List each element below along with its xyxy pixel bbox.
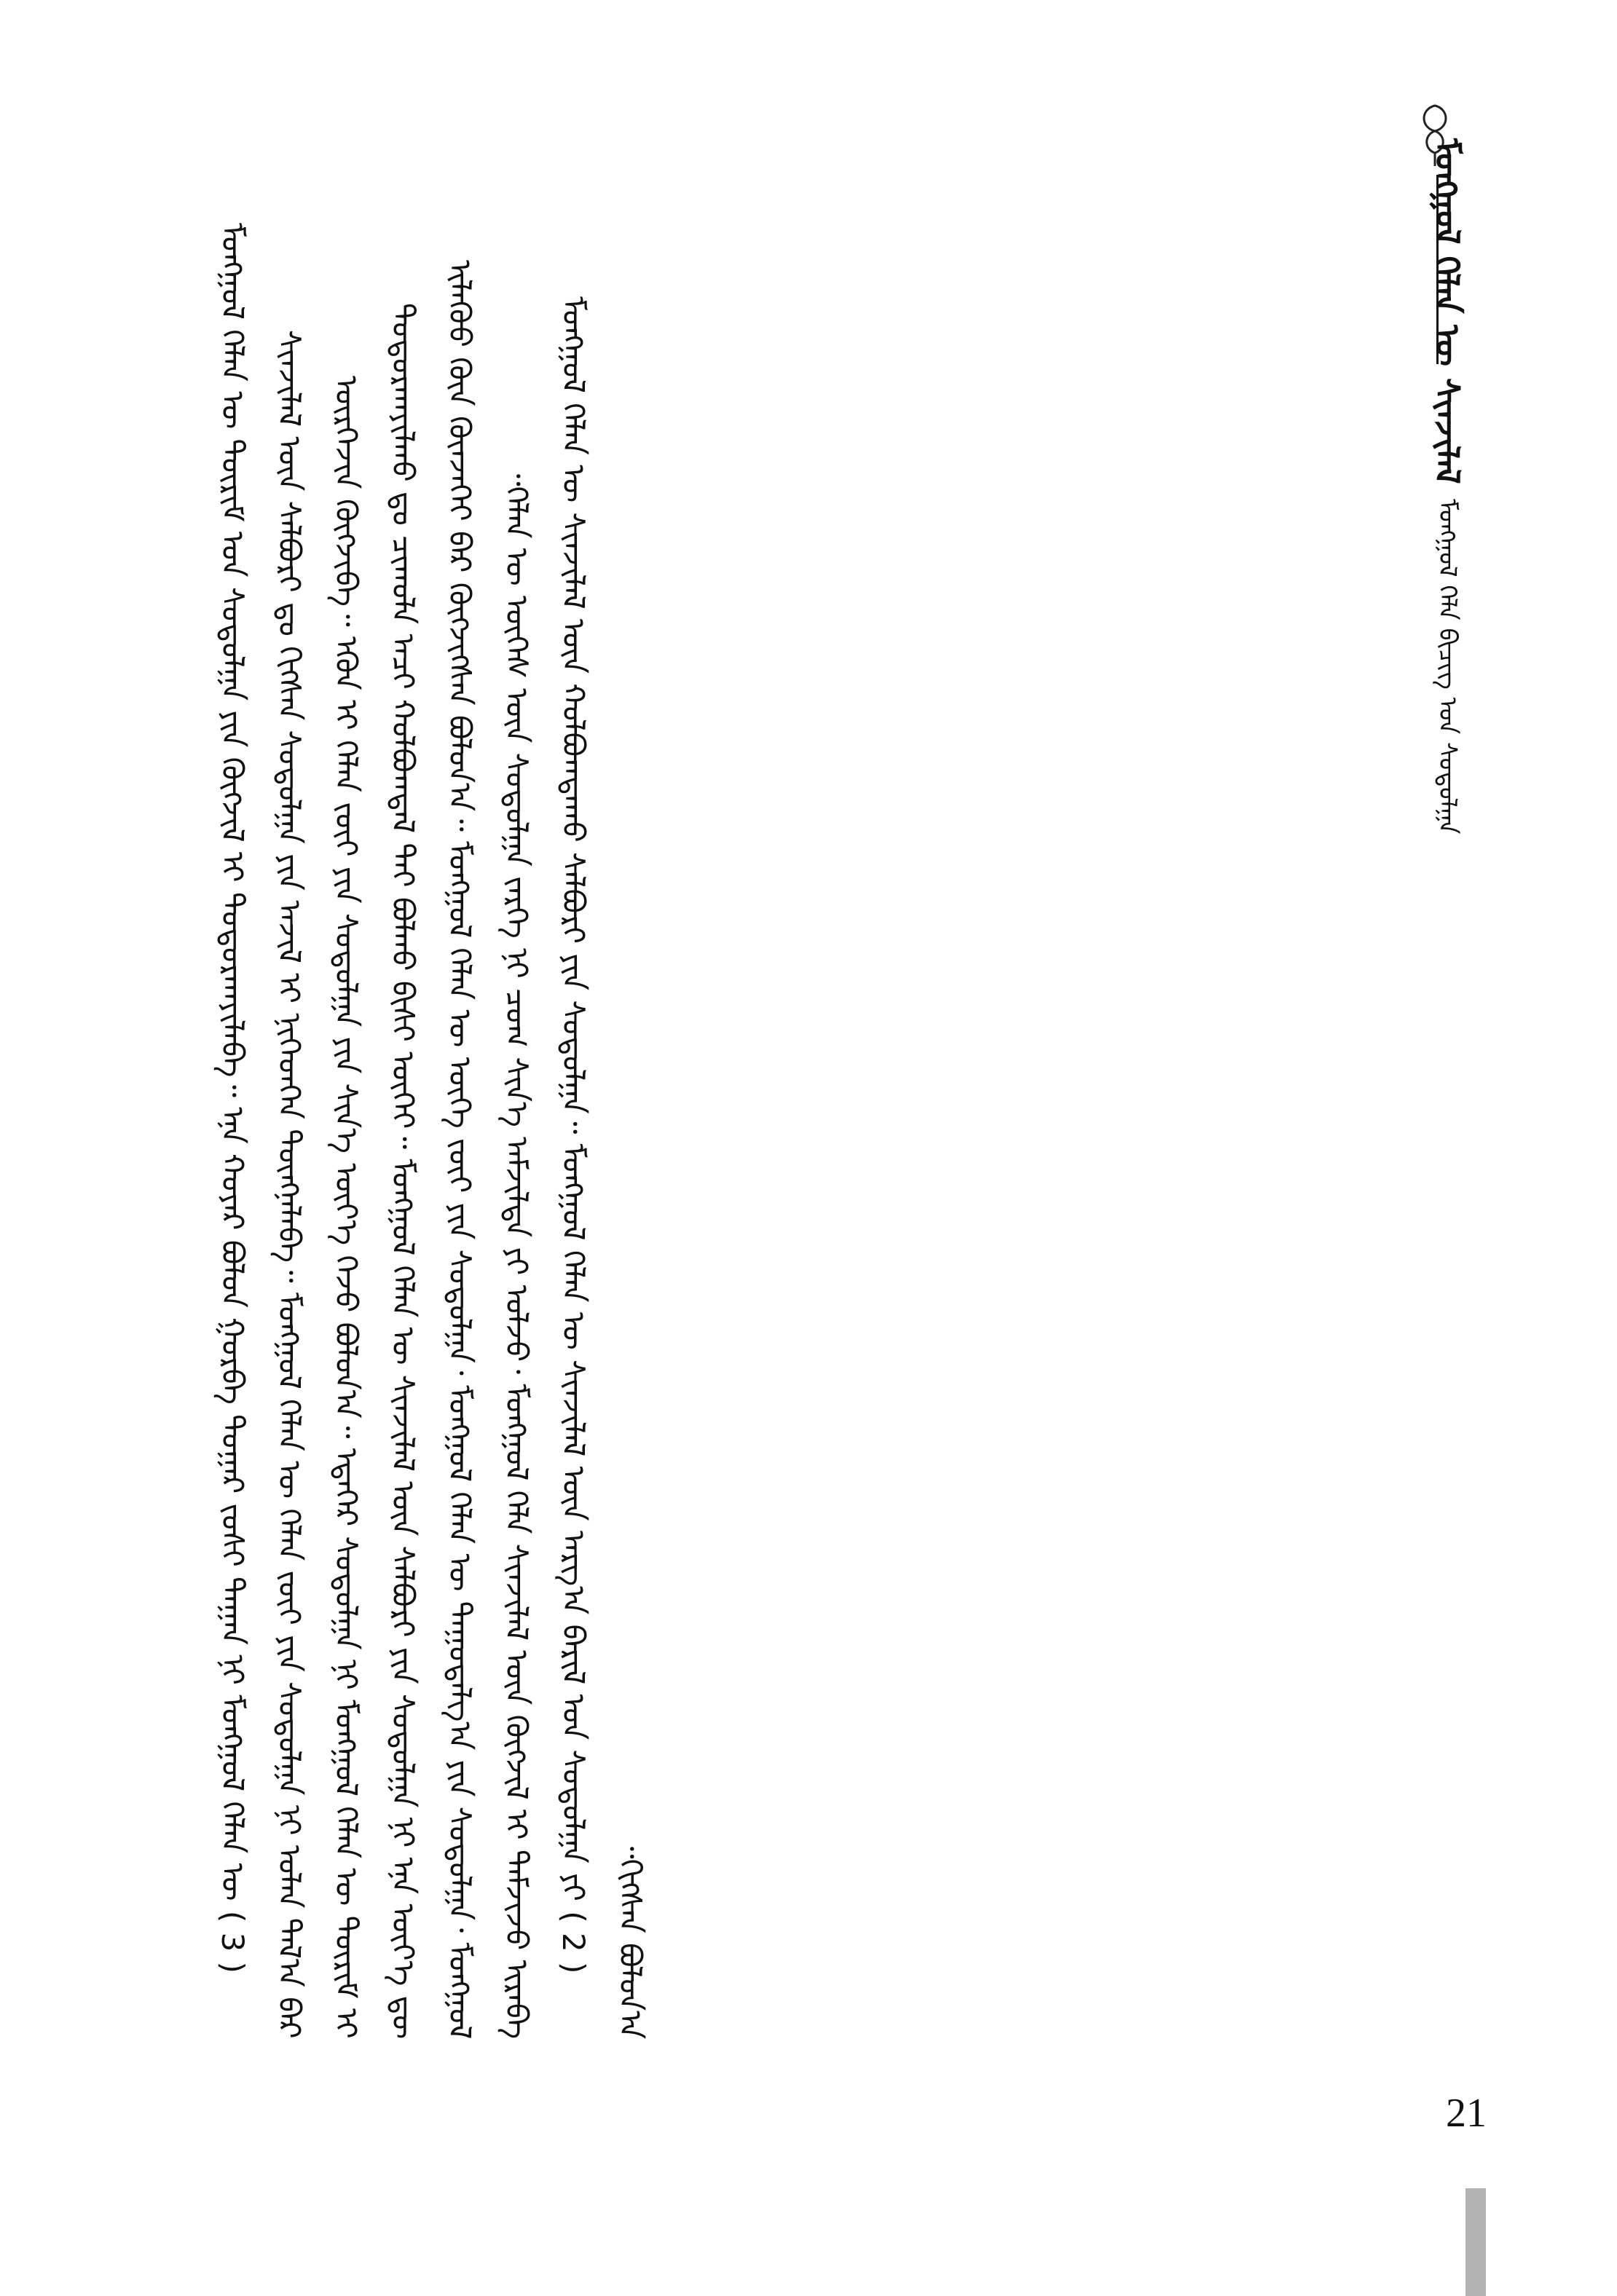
page-number: 21 (1446, 2091, 1487, 2136)
body-text (204, 218, 1377, 2039)
header-title: ᠮᠣᠩᠭᠣᠯ ᠬᠡᠯᠡᠨ ᠦ ᠰᠢᠨᠵᠢᠯᠡᠯ (1428, 138, 1467, 484)
paragraph-2: ( 2 ) ᠮᠣᠩᠭᠣᠯ ᠬᠡᠯᠡᠨ ᠦ ᠰᠢᠨᠵᠢᠯᠡᠯ ᠦᠨ ᠬᠣᠯᠪᠣᠭᠳᠠᠬᠤ ᠰᠠᠯᠪᠤᠷᠢ ᠶᠢᠨ ᠰᠤᠳᠤᠯᠭᠠ᠃ ᠮᠣᠩᠭᠣᠯ ᠬᠡᠯᠡᠨ ᠦ ᠰᠢᠨᠵᠢᠯᠡᠯ ᠦᠨ ᠠᠷᠭ᠎ᠠ ᠪᠠᠷᠢᠯ ᠤᠨ ᠰᠤᠳᠤᠯᠭᠠ ᠶᠢ ᠬᠢᠭᠰᠡᠨ ᠪᠣᠯᠤᠨ᠎ᠠ᠃ (556, 296, 648, 2039)
running-header (1428, 138, 1467, 835)
header-subtitle: ᠮᠣᠩᠭᠣᠯ ᠬᠡᠯᠡ ᠪᠢᠴᠢᠭ ᠤᠨ ᠰᠤᠳᠤᠯᠭᠠ (1433, 498, 1462, 835)
paragraph-1: ( 3 ) ᠮᠣᠩᠭᠣᠯ ᠬᠡᠯᠡᠨ ᠦ ᠳᠦᠷᠢᠮ ᠤᠨ ᠰᠤᠳᠤᠯᠭᠠ ᠶᠢᠨ ᠬᠥᠭᠵᠢᠯ ᠢ ᠲᠣᠳᠣᠷᠬᠠᠶᠢᠯᠠᠪᠠ᠃ ᠡᠨᠡ ᠬᠣᠶᠠᠷ ᠪᠣᠯᠤᠨ ᠭᠤᠷᠪᠠ ᠳᠤᠭᠠᠷ ᠵᠤᠰᠢ ᠳᠠᠭᠠᠨ ᠨᠢ ᠮᠣᠩᠭᠣᠯ ᠬᠡᠯᠡᠨ ᠦ ᠰᠢᠨᠵᠢᠯᠡᠯ ᠦᠨ ᠰᠠᠯᠪᠤᠷᠢ ᠳᠤ ᠬᠢᠭᠰᠡᠨ ᠰᠤᠳᠤᠯᠭᠠ ᠶᠢᠨ ᠠᠵᠢᠯ ᠢ ᠨᠢᠭᠡᠳᠬᠡᠨ ᠳᠦᠩᠨᠡᠯᠡᠪᠡ᠃ ᠮᠣᠩᠭᠣᠯ ᠬᠡᠯᠡᠨ ᠦ ᠬᠡᠯᠡᠨ ᠵᠦᠢ ᠶᠢᠨ ᠰᠤᠳᠤᠯᠭᠠ ᠨᠢ ᠣᠯᠠᠨ ᠲᠠᠯ᠎ᠠ ᠪᠡᠷ ᠥᠷᠭᠡᠵᠢᠨ ᠬᠥᠭᠵᠢᠪᠡ᠃ ᠡᠭᠦᠨ ᠢ ᠬᠡᠯᠡᠨ ᠵᠦᠢ ᠶᠢᠨ ᠰᠤᠳᠤᠯᠭᠠ ᠶᠢᠨ ᠰᠢᠨ᠎ᠡ ᠦᠶ᠎ᠡ ᠭᠡᠵᠦ ᠪᠣᠯᠤᠨ᠎ᠠ᠃ ᠡᠳᠡᠭᠡᠷ ᠰᠤᠳᠤᠯᠭᠠ ᠨᠢ ᠮᠣᠩᠭᠣᠯ ᠬᠡᠯᠡᠨ ᠦ ᠳᠦᠷᠢᠮ ᠢ ᠲᠣᠳᠣᠷᠬᠠᠶᠢᠯᠬᠤ ᠳᠤ ᠴᠢᠬᠤᠯᠠ ᠠᠴᠢ ᠬᠣᠯᠪᠣᠭᠳᠠᠯ ᠲᠠᠶ ᠪᠣᠯᠬᠤ ᠪᠢᠰᠢ ᠦᠭᠡᠢ᠃ ᠮᠣᠩᠭᠣᠯ ᠬᠡᠯᠡᠨ ᠦ ᠰᠢᠨᠵᠢᠯᠡᠯ ᠦᠨ ᠰᠠᠯᠪᠤᠷᠢ ᠶᠢᠨ ᠰᠤᠳᠤᠯᠭᠠ ᠨᠢ ᠡᠨᠡ ᠦᠶ᠎ᠡ ᠳᠦ ᠢᠯᠡᠭᠦᠦ ᠭᠦᠨ ᠭᠦᠨᠵᠡᠭᠡᠢ ᠪᠡᠷ ᠬᠥᠭᠵᠢᠭᠰᠡᠨ ᠪᠣᠯᠤᠨ᠎ᠠ᠃ ᠮᠣᠩᠭᠣᠯ ᠬᠡᠯᠡᠨ ᠦ ᠦᠭᠡ ᠵᠦᠢ ᠶᠢᠨ ᠰᠤᠳᠤᠯᠭᠠ᠂ ᠮᠣᠩᠭᠣᠯ ᠬᠡᠯᠡᠨ ᠦ ᠳᠠᠭᠤᠳᠠᠯᠭ᠎ᠠ ᠶᠢᠨ ᠰᠤᠳᠤᠯᠭᠠ᠂ ᠮᠣᠩᠭᠣᠯ ᠬᠡᠯᠡᠨ ᠦ ᠦᠭᠡᠰ ᠦᠨ ᠰᠤᠳᠤᠯᠭᠠ ᠵᠡᠷᠭᠡ ᠨᠢ ᠴᠤᠭ ᠰᠢᠨ᠎ᠡ ᠠᠮᠵᠢᠯᠲᠠ ᠶᠢ ᠣᠯᠵᠤ᠂ ᠮᠣᠩᠭᠣᠯ ᠬᠡᠯᠡ ᠰᠢᠨᠵᠢᠯᠡᠯ ᠦᠨ ᠬᠥᠭᠵᠢᠯ ᠢ ᠳᠡᠮᠵᠢᠵᠦ ᠢᠷᠡᠪᠡ᠃ (215, 222, 535, 2039)
thumb-tab (1465, 2188, 1486, 2296)
